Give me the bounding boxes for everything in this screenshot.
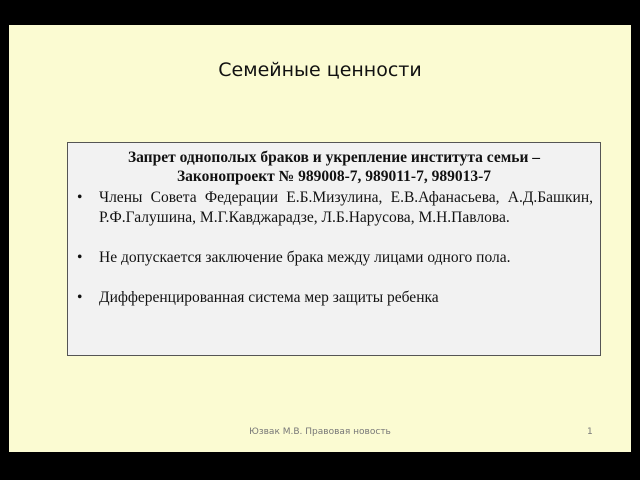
slide — [9, 25, 631, 452]
box-heading-line-2: Законопроект № 989008-7, 989011-7, 989013-7 — [176, 168, 492, 185]
bullet-marker: • — [77, 289, 83, 306]
bullet-marker: • — [77, 189, 83, 206]
bullet-list — [75, 188, 593, 308]
content-box — [67, 142, 601, 356]
box-heading — [75, 148, 593, 186]
bullet-marker: • — [77, 249, 83, 266]
page-number: 1 — [587, 427, 593, 437]
box-heading-line-1: Запрет однополых браков и укрепление института семьи – — [127, 149, 541, 166]
slide-footer: Юзвак М.В. Правовая новость — [249, 427, 391, 437]
bullet-text: Не допускается заключение брака между лицами одного пола. — [99, 249, 511, 266]
bullet-item — [75, 288, 593, 308]
bullet-text: Дифференцированная система мер защиты ребенка — [99, 289, 439, 306]
slide-title: Семейные ценности — [218, 59, 422, 81]
bullet-item — [75, 188, 593, 228]
bullet-item — [75, 248, 593, 268]
bullet-text: Члены Совета Федерации Е.Б.Мизулина, Е.В.Афанасьева, А.Д.Башкин, Р.Ф.Галушина, М.Г.Кавджарадзе, Л.Б.Нарусова, М.Н.Павлова. — [99, 189, 593, 226]
